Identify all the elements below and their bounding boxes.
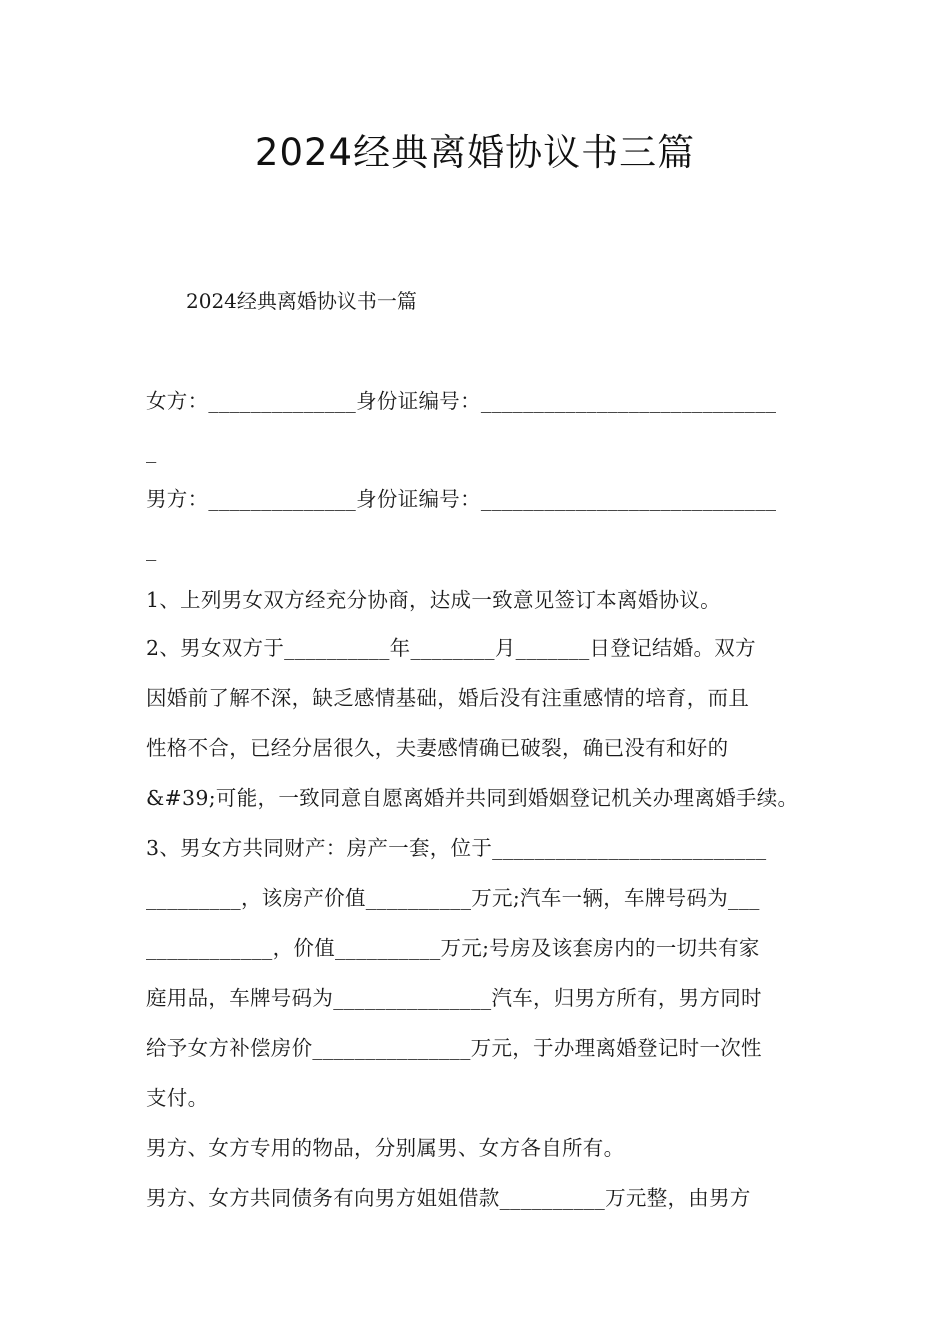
wife-info-overflow: _: [146, 439, 157, 463]
document-title: 2024经典离婚协议书三篇: [254, 131, 696, 174]
clause-line: 因婚前了解不深，缺乏感情基础，婚后没有注重感情的培育，而且: [146, 686, 750, 710]
clause-line: 1、上列男女双方经充分协商，达成一致意见签订本离婚协议。: [146, 588, 721, 612]
clause-line: 庭用品，车牌号码为_______________汽车，归男方所有，男方同时: [146, 986, 762, 1010]
clause-line: 给予女方补偿房价_______________万元，于办理离婚登记时一次性: [146, 1036, 762, 1060]
clause-line: &#39;可能，一致同意自愿离婚并共同到婚姻登记机关办理离婚手续。: [146, 786, 799, 810]
clause-line: 支付。: [146, 1086, 209, 1110]
clause-line: 男方、女方专用的物品，分别属男、女方各自所有。: [146, 1136, 625, 1160]
husband-info-overflow: _: [146, 537, 157, 561]
clause-line: ____________，价值__________万元;号房及该套房内的一切共有家: [146, 936, 760, 960]
clause-line: 男方、女方共同债务有向男方姐姐借款__________万元整，由男方: [146, 1186, 751, 1210]
clause-line: _________，该房产价值__________万元;汽车一辆，车牌号码为___: [146, 886, 760, 910]
clause-line: 3、男女方共同财产：房产一套，位于__________________________: [146, 836, 767, 860]
clause-line: 性格不合，已经分居很久，夫妻感情确已破裂，确已没有和好的: [146, 736, 729, 760]
document-subtitle: 2024经典离婚协议书一篇: [186, 289, 417, 313]
husband-info-line: 男方：______________身份证编号：____________________________: [146, 487, 777, 511]
clause-line: 2、男女双方于__________年________月_______日登记结婚。双方: [146, 636, 756, 660]
wife-info-line: 女方：______________身份证编号：____________________________: [146, 389, 777, 413]
